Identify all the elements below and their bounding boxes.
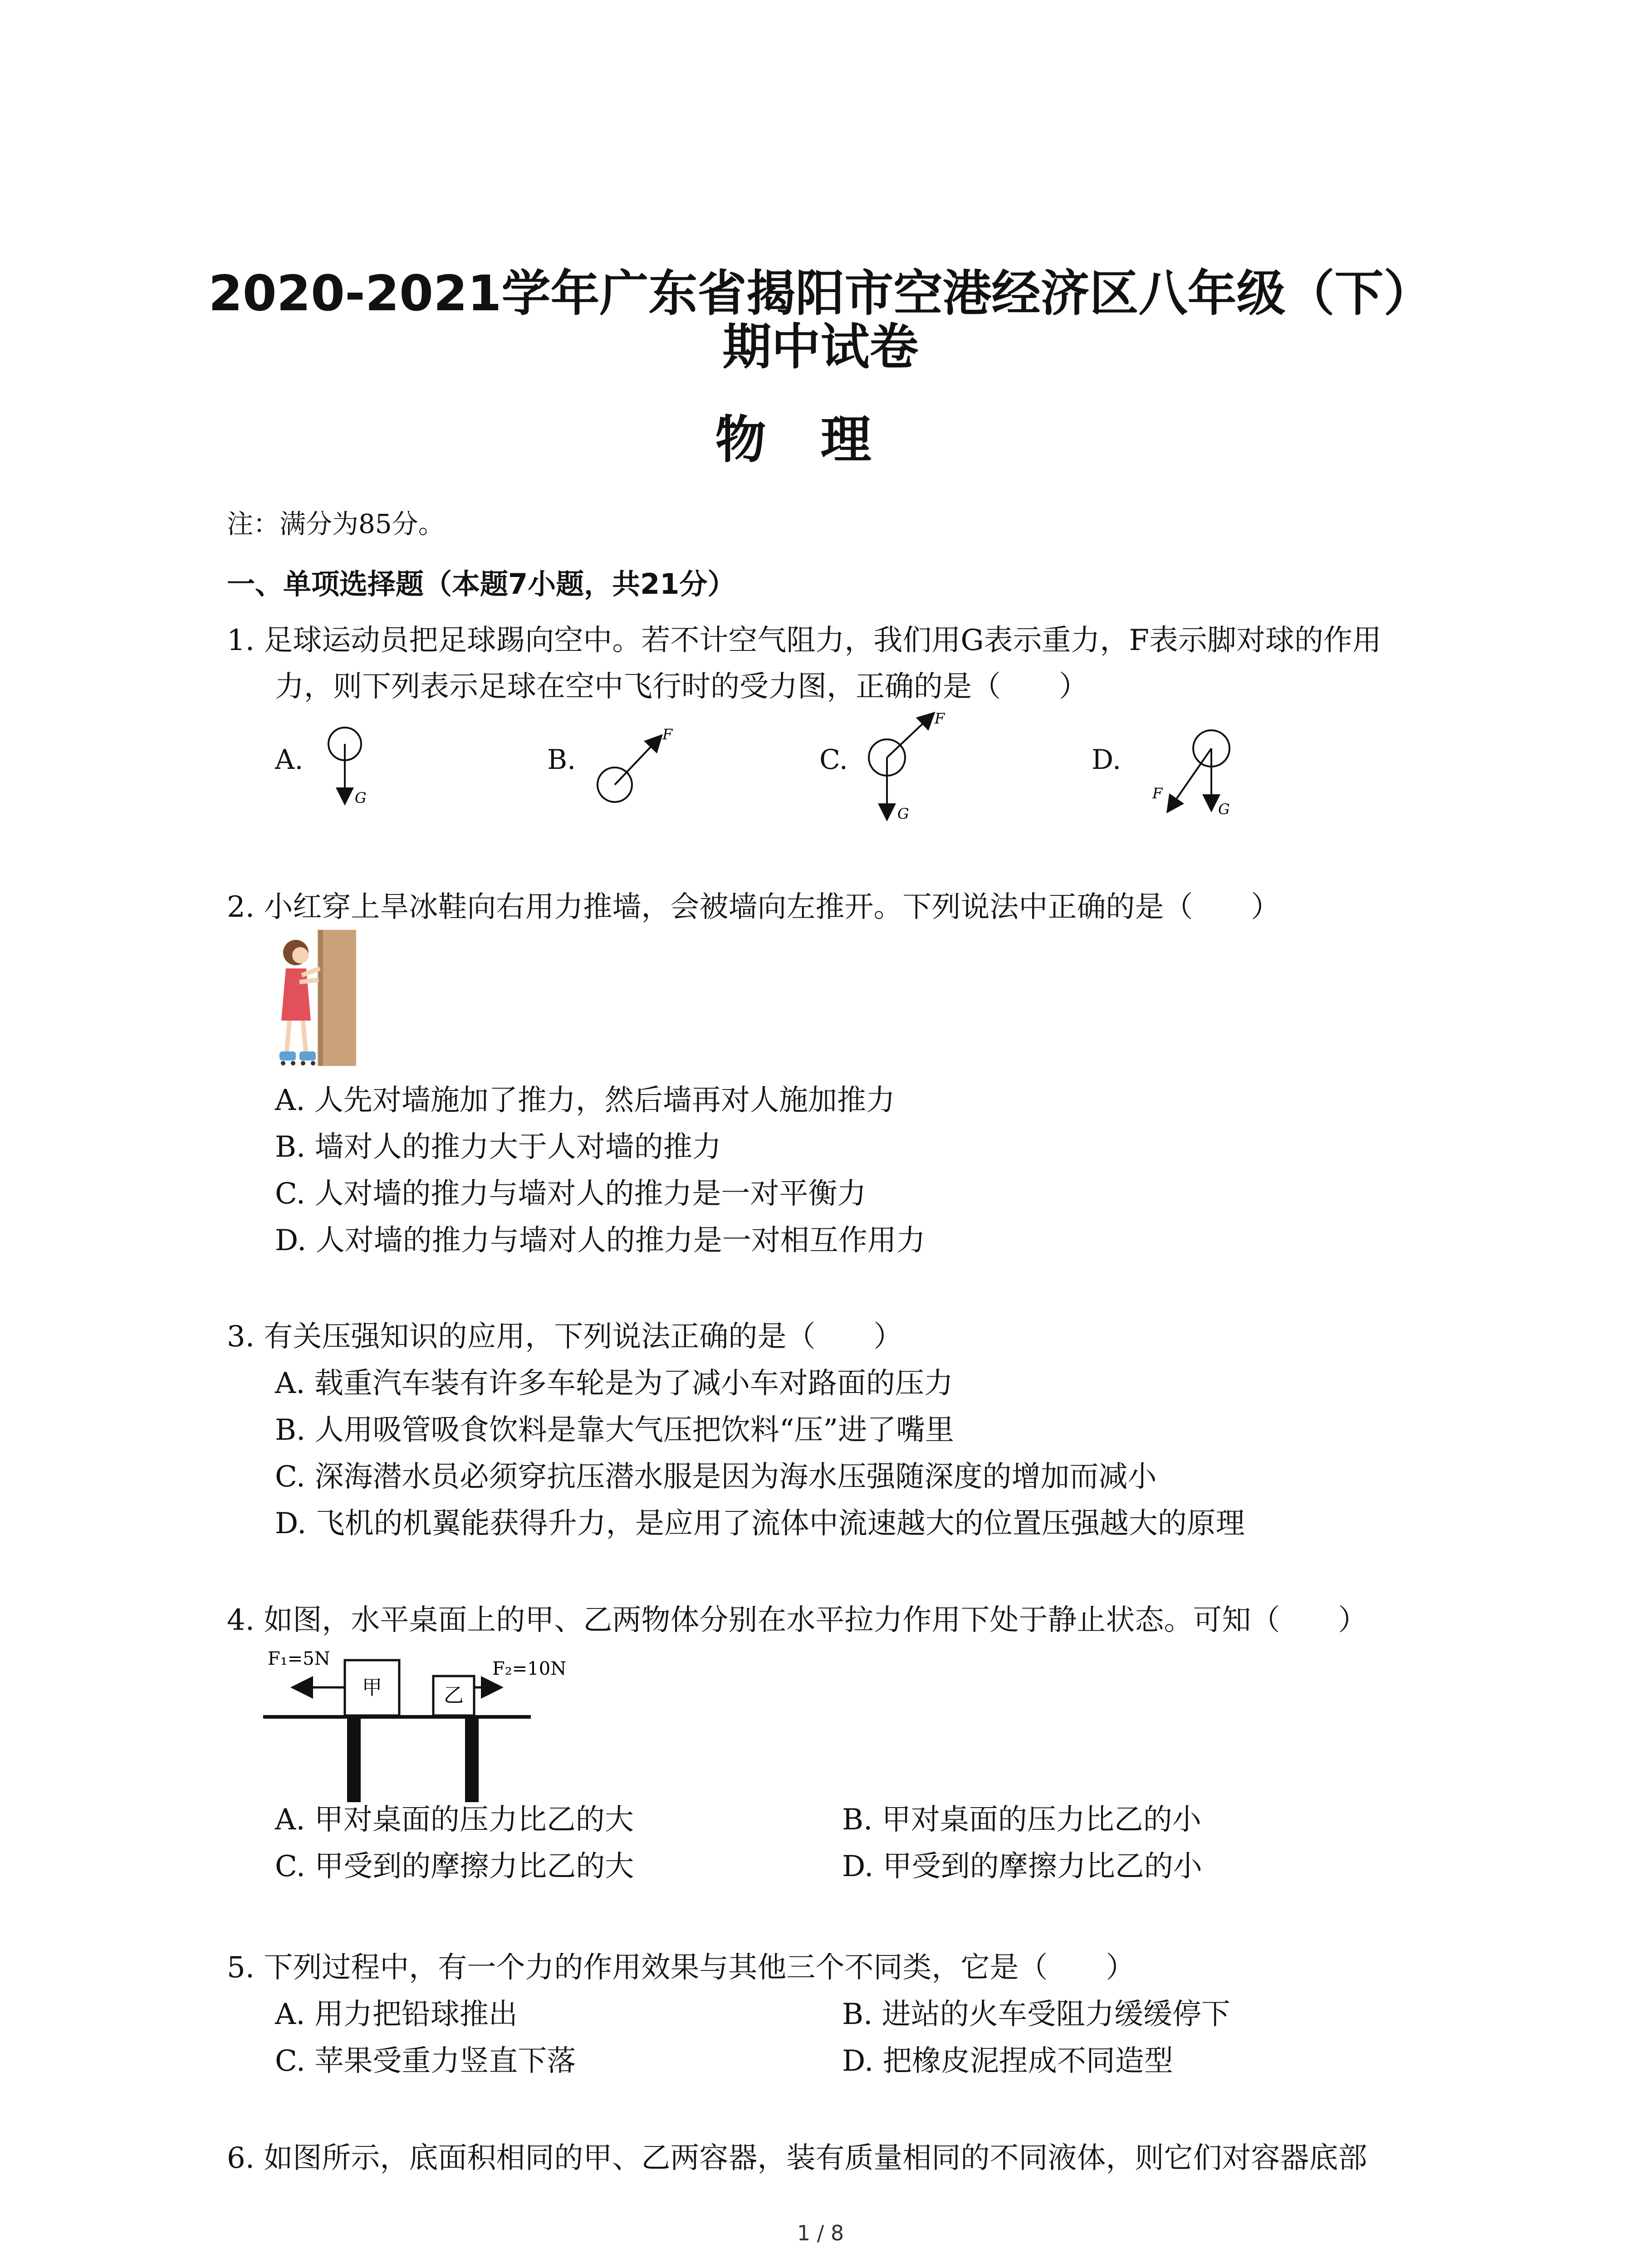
- q1-b-force-f: F: [662, 726, 673, 743]
- q1-option-a-label: A.: [275, 744, 304, 776]
- q4-block-a-label: 甲: [362, 1676, 382, 1699]
- q4-option-b: B. 甲对桌面的压力比乙的小: [842, 1803, 1201, 1837]
- q4-table-blocks-diagram: [259, 1637, 585, 1805]
- q1-a-force-g: G: [355, 789, 367, 807]
- q1-stem-line2: 力，则下列表示足球在空中飞行时的受力图，正确的是（ ）: [275, 670, 1088, 704]
- q3-option-d: D. 飞机的机翼能获得升力，是应用了流体中流速越大的位置压强越大的原理: [275, 1507, 1245, 1540]
- page-title-line2: 期中试卷: [722, 319, 919, 376]
- q1-option-b-label: B.: [547, 744, 576, 776]
- q4-option-c: C. 甲受到的摩擦力比乙的大: [275, 1850, 634, 1883]
- q3-option-c: C. 深海潜水员必须穿抗压潜水服是因为海水压强随深度的增加而减小: [275, 1460, 1157, 1494]
- page-title-line1: 2020-2021学年广东省揭阳市空港经济区八年级（下）: [208, 265, 1433, 322]
- subject-title: 物理: [715, 411, 926, 469]
- q1-d-force-f: F: [1152, 785, 1163, 802]
- q4-stem: 4. 如图，水平桌面上的甲、乙两物体分别在水平拉力作用下处于静止状态。可知（ ）: [227, 1603, 1367, 1637]
- score-note: 注：满分为85分。: [227, 508, 445, 539]
- q4-force-f2: F₂=10N: [492, 1658, 567, 1679]
- q4-option-a: A. 甲对桌面的压力比乙的大: [275, 1803, 634, 1837]
- q3-stem: 3. 有关压强知识的应用，下列说法正确的是（ ）: [227, 1320, 903, 1354]
- q2-option-b: B. 墙对人的推力大于人对墙的推力: [275, 1130, 721, 1164]
- q5-option-b: B. 进站的火车受阻力缓缓停下: [842, 1998, 1230, 2031]
- q2-option-d: D. 人对墙的推力与墙对人的推力是一对相互作用力: [275, 1224, 926, 1257]
- q1-c-force-f: F: [935, 710, 945, 727]
- q3-option-a: A. 载重汽车装有许多车轮是为了减小车对路面的压力: [275, 1367, 953, 1400]
- q2-option-a: A. 人先对墙施加了推力，然后墙再对人施加推力: [275, 1084, 895, 1117]
- page-number: 1 / 8: [797, 2221, 844, 2245]
- q2-girl-pushing-wall-illustration: [268, 925, 358, 1070]
- q1-diagram-c: [862, 708, 971, 826]
- q2-stem: 2. 小红穿上旱冰鞋向右用力推墙，会被墙向左推开。下列说法中正确的是（ ）: [227, 890, 1280, 924]
- q5-option-a: A. 用力把铅球推出: [275, 1998, 518, 2031]
- q5-option-d: D. 把橡皮泥捏成不同造型: [842, 2044, 1173, 2078]
- q5-option-c: C. 苹果受重力竖直下落: [275, 2044, 576, 2078]
- q1-option-d-label: D.: [1092, 744, 1122, 776]
- section-heading: 一、单项选择题（本题7小题，共21分）: [227, 567, 736, 601]
- q1-diagram-b: [590, 721, 699, 812]
- q4-option-d: D. 甲受到的摩擦力比乙的小: [842, 1850, 1202, 1883]
- q5-stem: 5. 下列过程中，有一个力的作用效果与其他三个不同类，它是（ ）: [227, 1951, 1135, 1984]
- q1-stem-line1: 1. 足球运动员把足球踢向空中。若不计空气阻力，我们用G表示重力，F表示脚对球的作用: [227, 624, 1381, 657]
- q1-option-c-label: C.: [819, 744, 848, 776]
- q1-c-force-g: G: [897, 805, 909, 822]
- q3-option-b: B. 人用吸管吸食饮料是靠大气压把饮料“压”进了嘴里: [275, 1413, 955, 1447]
- q4-force-f1: F₁=5N: [268, 1648, 330, 1669]
- q1-diagram-d: [1143, 721, 1252, 826]
- q6-stem: 6. 如图所示，底面积相同的甲、乙两容器，装有质量相同的不同液体，则它们对容器底部: [227, 2141, 1367, 2175]
- q4-block-b-label: 乙: [444, 1684, 464, 1707]
- q1-d-force-g: G: [1218, 801, 1230, 818]
- q1-diagram-a: [318, 721, 381, 812]
- q2-option-c: C. 人对墙的推力与墙对人的推力是一对平衡力: [275, 1177, 867, 1211]
